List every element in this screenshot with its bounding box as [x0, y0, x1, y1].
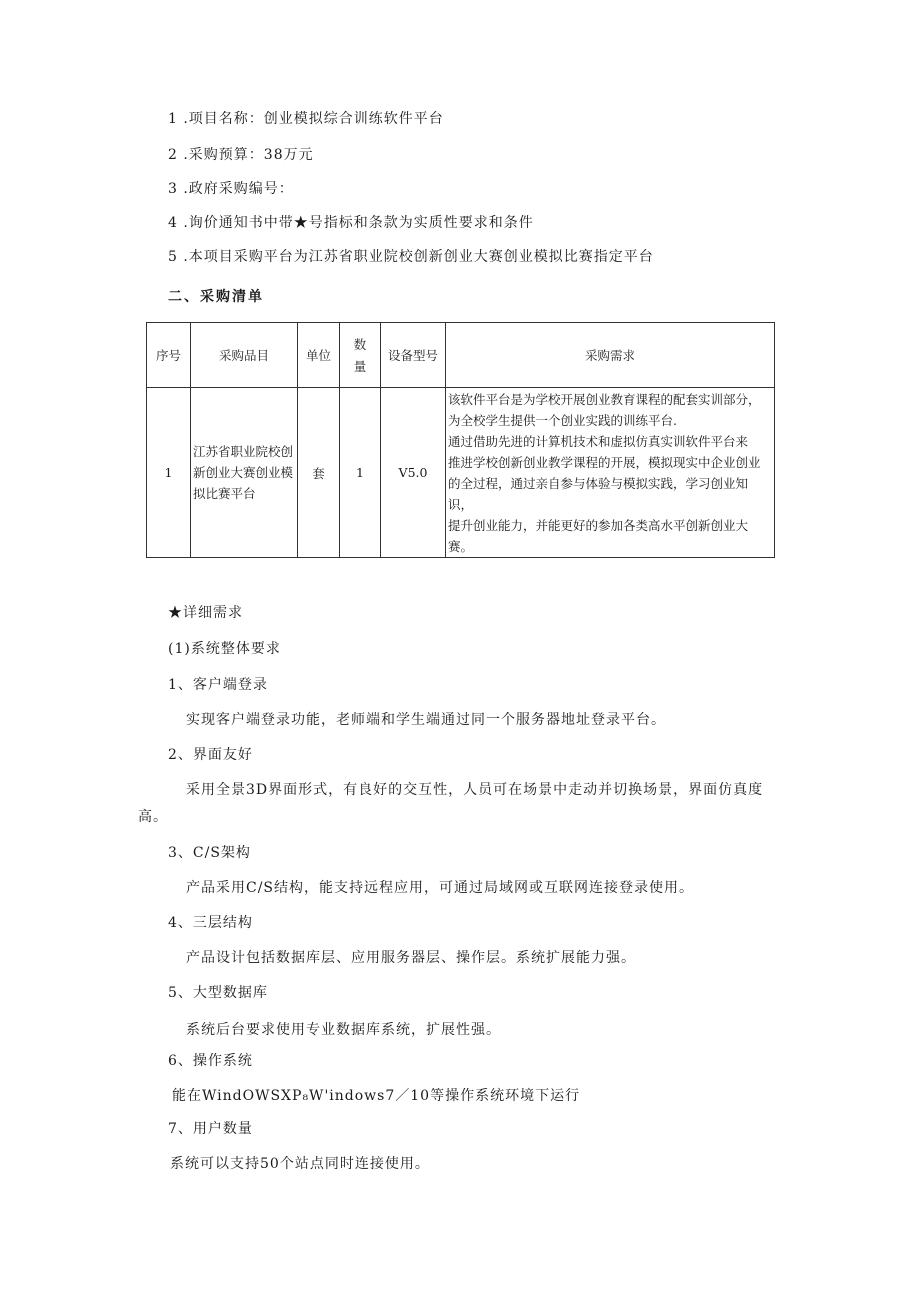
- cell-qty: 1: [340, 388, 381, 558]
- cell-item-line: 拟比赛平台: [193, 486, 256, 501]
- cell-item: [191, 388, 298, 558]
- header-qty-line1: 数: [353, 337, 367, 352]
- intro-item-2: 2 .采购预算：38万元: [168, 147, 314, 163]
- intro-item-5: 5 .本项目采购平台为江苏省职业院校创新创业大赛创业模拟比赛指定平台: [168, 249, 654, 265]
- heading-os: 6、操作系统: [168, 1053, 253, 1069]
- cell-seq: 1: [147, 388, 191, 558]
- cell-item-line: 新创业大赛创业模: [193, 465, 294, 480]
- heading-database: 5、大型数据库: [168, 985, 268, 1001]
- cell-req-line: 提升创业能力，并能更好的参加各类高水平创新创业大赛。: [448, 517, 749, 554]
- cell-req-line: 为全校学生提供一个创业实践的训练平台.: [448, 412, 677, 428]
- para-client-login: 实现客户端登录功能，老师端和学生端通过同一个服务器地址登录平台。: [186, 712, 666, 728]
- details-subtitle: (1)系统整体要求: [168, 641, 281, 657]
- header-unit: 单位: [298, 323, 340, 388]
- header-seq: 序号: [147, 323, 191, 388]
- cell-item-line: 江苏省职业院校创: [193, 444, 294, 459]
- para-cs-architecture: 产品采用C/S结构，能支持远程应用，可通过局域网或互联网连接登录使用。: [186, 880, 695, 896]
- intro-item-1: 1 .项目名称：创业模拟综合训练软件平台: [168, 111, 444, 127]
- cell-req: [446, 388, 775, 558]
- cell-req-line: 的全过程，通过亲自参与体验与模拟实践，学习创业知识，: [448, 475, 749, 512]
- heading-friendly-ui: 2、界面友好: [168, 747, 253, 763]
- para-database: 系统后台要求使用专业数据库系统，扩展性强。: [186, 1022, 501, 1038]
- header-qty-line2: 量: [353, 359, 367, 374]
- cell-req-line: 通过借助先进的计算机技术和虚拟仿真实训软件平台来: [448, 433, 749, 449]
- table-row: [147, 388, 775, 558]
- cell-req-line: 推进学校创新创业教学课程的开展，模拟现实中企业创业: [448, 454, 761, 470]
- header-req: 采购需求: [446, 323, 775, 388]
- para-os: 能在WindOWSXP₈W'indows7／10等操作系统环境下运行: [172, 1088, 581, 1104]
- header-item: 采购品目: [191, 323, 298, 388]
- header-qty: [340, 323, 381, 388]
- table-header-row: [147, 323, 775, 388]
- cell-unit: 套: [298, 388, 340, 558]
- procurement-table: [146, 322, 775, 558]
- para-three-tier: 产品设计包括数据库层、应用服务器层、操作层。系统扩展能力强。: [186, 950, 636, 966]
- cell-model: V5.0: [381, 388, 446, 558]
- para-friendly-ui-line2: 高。: [138, 809, 168, 825]
- details-title: ★详细需求: [168, 605, 243, 621]
- heading-three-tier: 4、三层结构: [168, 915, 253, 931]
- header-model: 设备型号: [381, 323, 446, 388]
- heading-client-login: 1、客户端登录: [168, 677, 268, 693]
- cell-req-line: 该软件平台是为学校开展创业教育课程的配套实训部分，: [448, 391, 761, 407]
- para-user-count: 系统可以支持50个站点同时连接使用。: [170, 1156, 430, 1172]
- heading-cs-architecture: 3、C/S架构: [168, 845, 251, 861]
- para-friendly-ui-line1: 采用全景3D界面形式，有良好的交互性，人员可在场景中走动并切换场景，界面仿真度: [186, 782, 764, 798]
- heading-user-count: 7、用户数量: [168, 1121, 253, 1137]
- intro-item-4: 4 .询价通知书中带★号指标和条款为实质性要求和条件: [168, 215, 534, 231]
- section-title-procurement-list: 二、采购清单: [168, 289, 264, 305]
- intro-item-3: 3 .政府采购编号：: [168, 181, 294, 197]
